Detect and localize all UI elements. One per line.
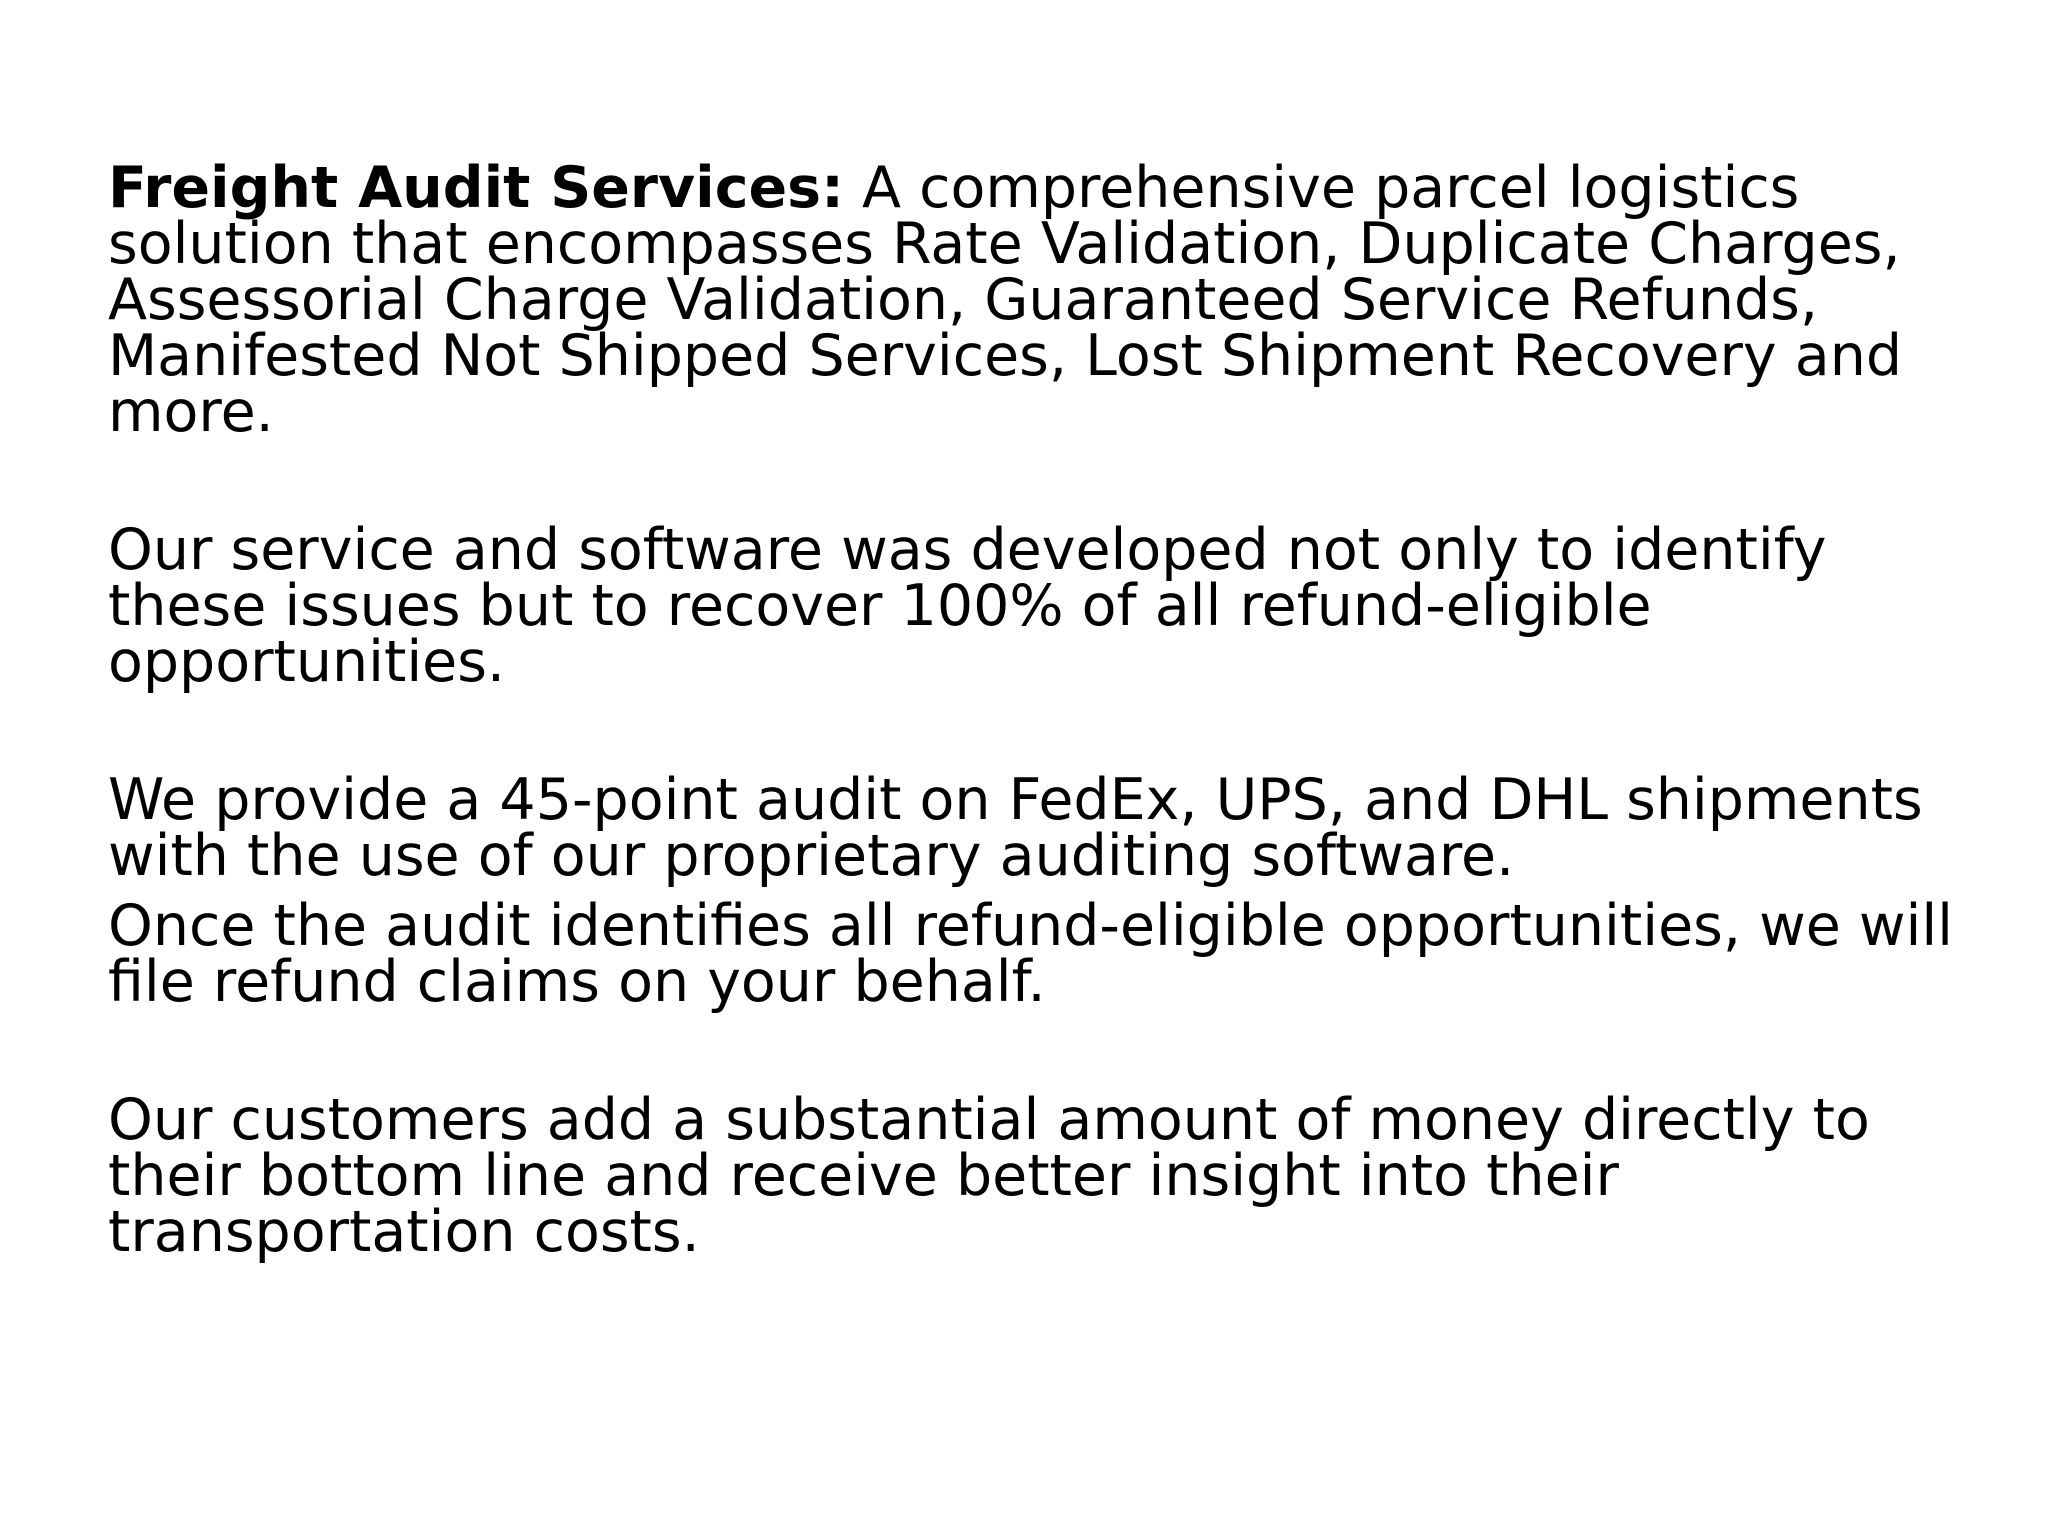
paragraph-text: A comprehensive parcel logistics solution that encompasses Rate Validation, Duplicate Charges, Assessorial Charge Validation, Guaranteed Service Refunds, Manifested Not Shipped Services, Lost Shipment Recovery and more. — [108, 155, 1903, 445]
paragraph-45-point-audit: We provide a 45-point audit on FedEx, UPS, and DHL shipments with the use of our proprietary auditing software. — [108, 767, 1923, 889]
paragraph-lead-heading: Freight Audit Services: — [108, 155, 844, 221]
paragraph-freight-audit-services — [108, 155, 1988, 445]
body-text — [108, 155, 1988, 1265]
paragraph-service-software: Our service and software was developed not only to identify these issues but to recover 100% of all refund-eligible opportunities. — [108, 517, 1827, 695]
paragraph-customers-benefit: Our customers add a substantial amount of money directly to their bottom line and receive better insight into their transportation costs. — [108, 1087, 1870, 1265]
paragraph-file-refund-claims: Once the audit identifies all refund-eligible opportunities, we will file refund claims on your behalf. — [108, 893, 1954, 1015]
